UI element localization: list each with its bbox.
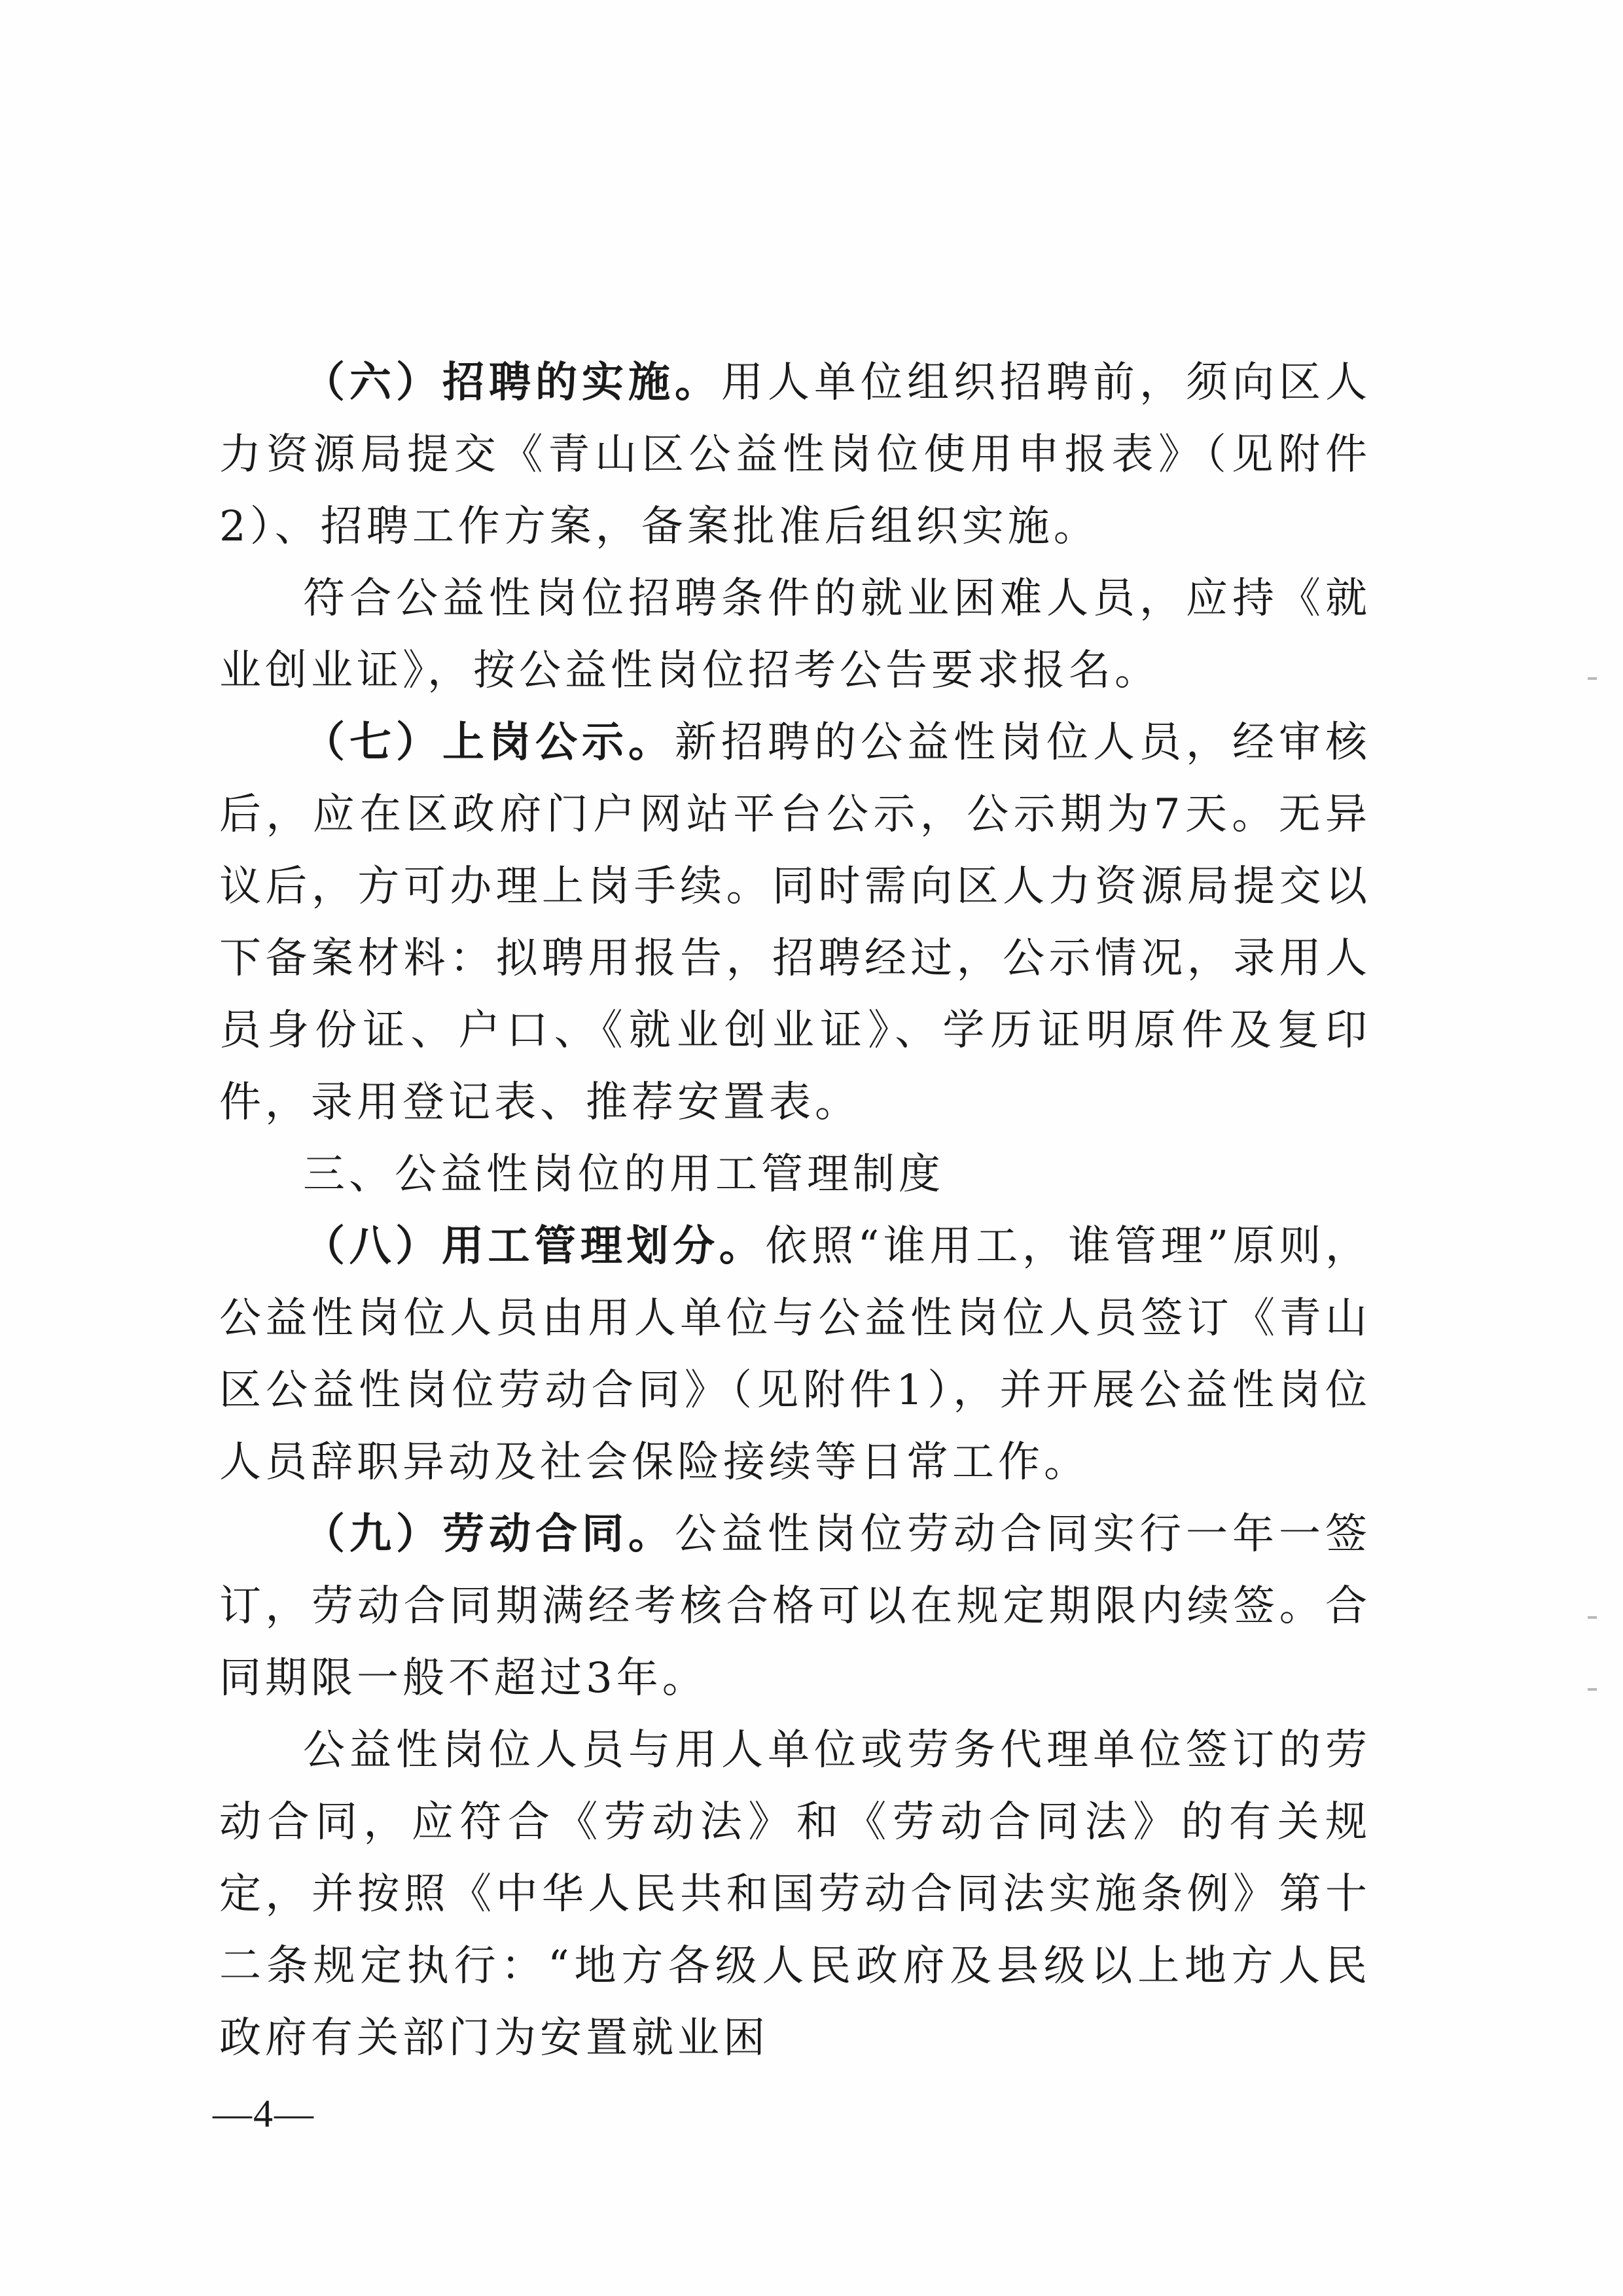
paragraph-labor-contract [219, 1498, 1371, 1714]
scan-artifact [1588, 1688, 1597, 1691]
paragraph-text: 新招聘的公益性岗位人员，经审核后，应在区政府门户网站平台公示，公示期为7天。无异议后，方可办理上岗手续。同时需向区人力资源局提交以下备案材料：拟聘用报告，招聘经过，公示情况，录用人员身份证、户口、《就业创业证》、学历证明原件及复印件，录用登记表、推荐安置表。 [219, 718, 1371, 1127]
paragraph-contract-regulations [219, 1714, 1371, 2074]
page-number: —4— [213, 2092, 315, 2135]
scan-artifact [1588, 1616, 1597, 1619]
paragraph-lead: （九）劳动合同。 [303, 1510, 675, 1559]
paragraph-text: 依照“谁用工，谁管理”原则，公益性岗位人员由用人单位与公益性岗位人员签订《青山区公益性岗位劳动合同》（见附件1），并开展公益性岗位人员辞职异动及社会保险接续等日常工作。 [219, 1222, 1372, 1487]
paragraph-text: 符合公益性岗位招聘条件的就业困难人员，应持《就业创业证》，按公益性岗位招考公告要求报名。 [219, 574, 1371, 695]
scan-artifact [1588, 677, 1597, 680]
paragraph-employment-management [219, 1210, 1371, 1498]
paragraph-text: 公益性岗位人员与用人单位或劳务代理单位签订的劳动合同，应符合《劳动法》和《劳动合同法》的有关规定，并按照《中华人民共和国劳动合同法实施条例》第十二条规定执行：“地方各级人民政府及县级以上地方人民政府有关部门为安置就业困 [219, 1726, 1371, 2062]
paragraph-lead: （八）用工管理划分。 [303, 1222, 766, 1271]
document-body [219, 347, 1371, 2074]
paragraph-eligibility [219, 563, 1371, 707]
paragraph-recruitment-implementation [219, 347, 1371, 563]
paragraph-lead: （六）招聘的实施。 [303, 359, 721, 407]
paragraph-lead: （七）上岗公示。 [303, 718, 675, 767]
section-heading: 三、公益性岗位的用工管理制度 [303, 1150, 944, 1199]
paragraph-text: 公益性岗位劳动合同实行一年一签订，劳动合同期满经考核合格可以在规定期限内续签。合同期限一般不超过3年。 [219, 1510, 1371, 1703]
paragraph-text: 用人单位组织招聘前，须向区人力资源局提交《青山区公益性岗位使用申报表》（见附件2）、招聘工作方案，备案批准后组织实施。 [219, 359, 1371, 551]
paragraph-onboarding-publicity [219, 707, 1371, 1139]
